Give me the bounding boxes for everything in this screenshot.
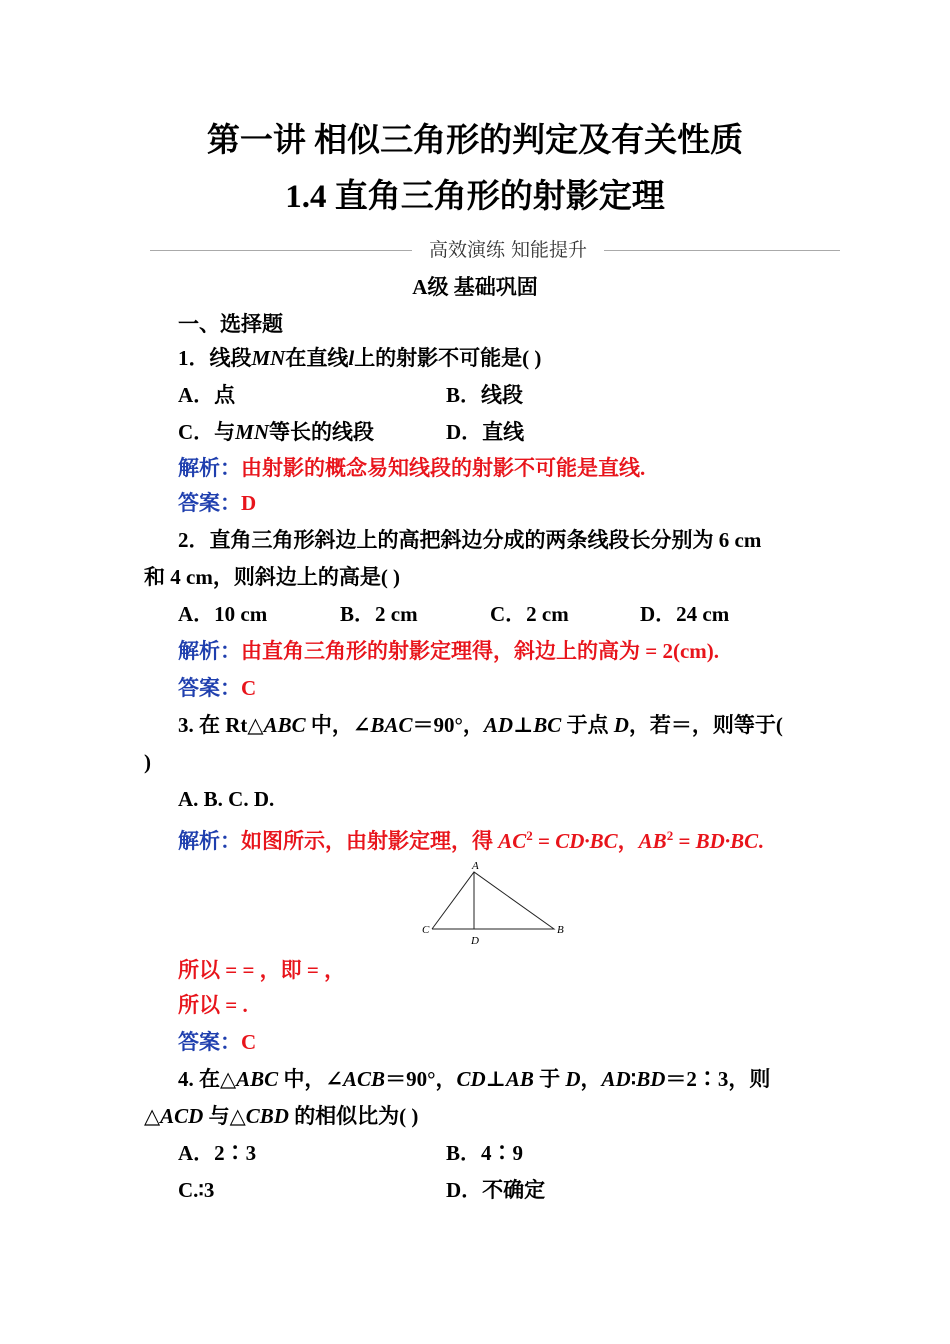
triangle-abc: [432, 872, 554, 929]
analysis-label: 解析：: [178, 639, 241, 663]
q1-option-c-part: 等长的线段: [269, 420, 375, 444]
q1-line-l: l: [348, 346, 355, 370]
analysis-text: 如图所示，由射影定理，得: [241, 829, 499, 853]
q2-stem-line2: 和 4 cm，则斜边上的高是( ): [144, 565, 401, 589]
q3-stem-part: 于点: [561, 713, 614, 737]
q2-option-d: D．24 cm: [640, 602, 730, 626]
q3-options: A. B. C. D.: [178, 787, 275, 811]
level-heading: A级 基础巩固: [412, 275, 538, 299]
label-d: D: [471, 935, 479, 947]
q1-option-c-mn: MN: [235, 420, 270, 444]
section-heading: 一、选择题: [178, 312, 283, 336]
q4-option-d: D．不确定: [446, 1178, 546, 1202]
q3-ab: AB: [638, 829, 667, 853]
answer-label: 答案：: [178, 491, 241, 515]
q3-stem-line2: ): [144, 750, 151, 774]
q2-answer: [178, 673, 256, 703]
answer-value: C: [241, 676, 257, 700]
q4-stem-part: 于: [533, 1067, 566, 1091]
q4-stem-part: ∶: [630, 1067, 637, 1091]
q4-ad: AD: [601, 1067, 631, 1091]
q1-option-c: [178, 417, 374, 447]
q4-stem-part: 4. 在△: [178, 1067, 237, 1091]
q3-eq: =: [673, 829, 696, 853]
q2-option-a: A．10 cm: [178, 602, 268, 626]
q3-stem-part: ⊥: [513, 713, 534, 737]
q4-ab: AB: [505, 1067, 534, 1091]
q3-stem-part: 中，∠: [305, 713, 371, 737]
banner-rule-right: [604, 250, 840, 251]
banner-rule-left: [150, 250, 412, 251]
q4-option-a: A．2∶3: [178, 1141, 257, 1165]
q1-mn: MN: [251, 346, 286, 370]
triangle-svg: [414, 858, 574, 950]
q4-stem-part: 的相似比为( ): [288, 1104, 419, 1128]
label-a: A: [472, 860, 479, 872]
q1-option-d: D．直线: [446, 420, 525, 444]
q4-stem-part: △: [144, 1104, 161, 1128]
q3-stem-part: ，若＝，则等于(: [628, 713, 783, 737]
q2-stem-line1: 2．直角三角形斜边上的高把斜边分成的两条线段长分别为 6 cm: [178, 528, 762, 552]
q1-stem-part: 在直线: [285, 346, 349, 370]
q4-stem-part: 与△: [203, 1104, 246, 1128]
q1-analysis: [178, 453, 645, 483]
q4-stem-line2: [144, 1101, 418, 1131]
q3-answer: [178, 1027, 256, 1057]
q4-d: D: [565, 1067, 581, 1091]
q3-sup: 2: [526, 828, 533, 843]
practice-banner: [150, 235, 840, 265]
q3-derivation-1: 所以 = = ，即 = ，: [178, 958, 346, 982]
answer-label: 答案：: [178, 676, 241, 700]
q4-stem-part: ⊥: [485, 1067, 506, 1091]
q3-bdbc: BD·BC: [695, 829, 759, 853]
q4-stem-line1: [178, 1064, 770, 1094]
q1-stem-part: 1．线段: [178, 346, 252, 370]
label-b: B: [557, 924, 564, 936]
answer-value: D: [241, 491, 257, 515]
answer-label: 答案：: [178, 1030, 241, 1054]
q3-abc: ABC: [263, 713, 306, 737]
q1-option-c-part: C．与: [178, 420, 236, 444]
q4-bd: BD: [636, 1067, 666, 1091]
analysis-text: 由直角三角形的射影定理得，斜边上的高为 = 2(cm).: [241, 639, 720, 663]
q3-bac: BAC: [370, 713, 413, 737]
q4-stem-part: 中，∠: [278, 1067, 344, 1091]
q1-stem-part: 上的射影不可能是( ): [354, 346, 542, 370]
q3-ac: AC: [498, 829, 527, 853]
q3-sup: 2: [666, 828, 674, 843]
q4-option-c: C.∶3: [178, 1178, 215, 1202]
q4-cbd: CBD: [245, 1104, 289, 1128]
q4-cd: CD: [456, 1067, 486, 1091]
chapter-title: 第一讲 相似三角形的判定及有关性质: [206, 123, 744, 159]
q1-option-b: B．线段: [446, 383, 524, 407]
q4-stem-part: ＝90°，: [385, 1067, 457, 1091]
q2-option-c: C．2 cm: [490, 602, 569, 626]
q3-cdbc: CD·BC: [555, 829, 618, 853]
q4-stem-part: ，: [580, 1067, 602, 1091]
q4-abc: ABC: [236, 1067, 279, 1091]
q2-option-b: B．2 cm: [340, 602, 418, 626]
q3-d: D: [613, 713, 629, 737]
q3-analysis: [178, 821, 763, 856]
label-c: C: [422, 924, 430, 936]
banner-text: 高效演练 知能提升: [428, 239, 588, 261]
section-title: 1.4 直角三角形的射影定理: [285, 179, 665, 215]
q4-option-b: B．4∶9: [446, 1141, 524, 1165]
triangle-figure: [414, 858, 574, 950]
q3-bc: BC: [533, 713, 562, 737]
analysis-text: 由射影的概念易知线段的射影不可能是直线.: [241, 456, 646, 480]
q3-stem-part: ＝90°，: [412, 713, 484, 737]
answer-value: C: [241, 1030, 257, 1054]
q3-stem-line1: [178, 710, 783, 740]
q3-ad: AD: [483, 713, 514, 737]
q1-stem: [178, 343, 541, 373]
q3-eq: =: [532, 829, 556, 853]
q2-analysis: [178, 636, 719, 666]
q4-acb: ACB: [343, 1067, 386, 1091]
q3-end: .: [758, 829, 764, 853]
q3-comma: ，: [617, 829, 639, 853]
q4-acd: ACD: [160, 1104, 204, 1128]
analysis-label: 解析：: [178, 456, 241, 480]
q1-answer: [178, 488, 256, 518]
q3-stem-part: 3. 在 Rt△: [178, 713, 264, 737]
analysis-label: 解析：: [178, 829, 241, 853]
q1-option-a: A．点: [178, 383, 236, 407]
q3-derivation-2: 所以 = .: [178, 993, 248, 1017]
q4-stem-part: ＝2∶3，则: [665, 1067, 771, 1091]
